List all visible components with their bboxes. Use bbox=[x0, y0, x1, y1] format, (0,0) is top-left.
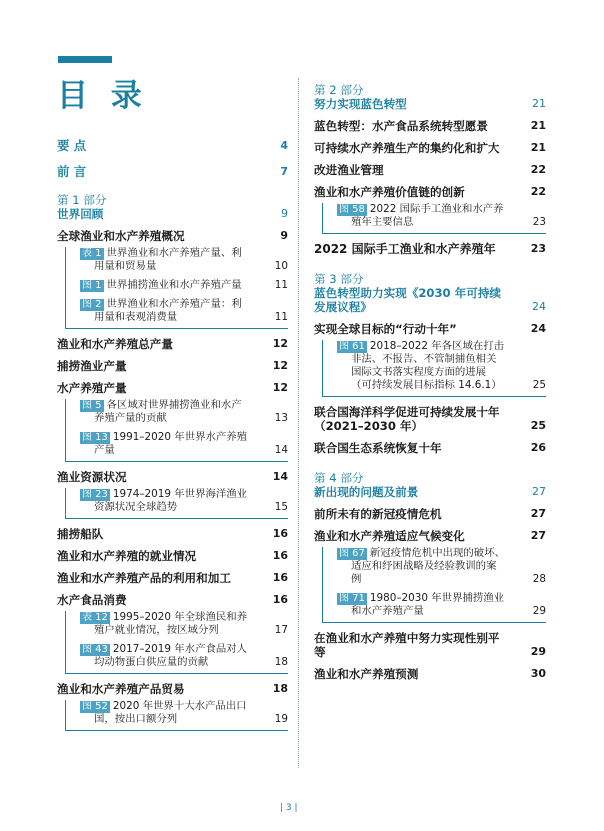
toc-entry-utilization[interactable]: 渔业和水产养殖产品的利用和加工 16 bbox=[57, 571, 288, 585]
toc-part-4[interactable]: 第 4 部分 新出现的问题及前景 27 bbox=[314, 471, 546, 499]
toc-entry-trade[interactable]: 渔业和水产养殖产品贸易 18 bbox=[57, 682, 288, 696]
toc-entry-aquaculture[interactable]: 水产养殖产量 12 bbox=[57, 381, 288, 395]
toc-entry-blue-vision[interactable]: 蓝色转型：水产食品系统转型愿景 21 bbox=[314, 119, 546, 133]
figure-tag: 图 2 bbox=[82, 299, 102, 310]
column-divider bbox=[298, 78, 299, 768]
figure-tag: 图 52 bbox=[82, 701, 108, 712]
toc-entry-value-chain[interactable]: 渔业和水产养殖价值链的创新 22 bbox=[314, 185, 546, 199]
toc-entry-restoration-decade[interactable]: 联合国生态系统恢复十年 26 bbox=[314, 441, 546, 455]
toc-sub-figure58[interactable]: 图 58 2022 国际手工渔业和水产养殖年主要信息 23 bbox=[339, 203, 546, 228]
figure-tag: 图 13 bbox=[82, 432, 108, 443]
toc-subgroup-climate bbox=[322, 547, 546, 623]
toc-subgroup-trade bbox=[65, 700, 288, 731]
toc-sub-figure43[interactable]: 图 43 2017–2019 年水产食品对人均动物蛋白供应量的贡献 18 bbox=[82, 643, 288, 668]
toc-entry-management[interactable]: 改进渔业管理 22 bbox=[314, 163, 546, 177]
toc-subgroup-decade-action bbox=[322, 340, 546, 397]
figure-tag: 图 61 bbox=[339, 341, 365, 352]
toc-entry-decade-action[interactable]: 实现全球目标的“行动十年” 24 bbox=[314, 322, 546, 336]
toc-entry-total-production[interactable]: 渔业和水产养殖总产量 12 bbox=[57, 337, 288, 351]
toc-entry-intensification[interactable]: 可持续水产养殖生产的集约化和扩大 21 bbox=[314, 141, 546, 155]
toc-entry-overview[interactable]: 全球渔业和水产养殖概况 9 bbox=[57, 229, 288, 243]
toc-left-column bbox=[57, 139, 288, 731]
toc-sub-table12[interactable]: 表 12 1995–2020 年全球渔民和养殖户就业情况，按区域分列 17 bbox=[82, 611, 288, 636]
figure-tag: 图 71 bbox=[339, 593, 365, 604]
toc-part-2[interactable]: 第 2 部分 努力实现蓝色转型 21 bbox=[314, 83, 546, 111]
toc-entry-fleet[interactable]: 捕捞船队 16 bbox=[57, 527, 288, 541]
toc-sub-table1[interactable]: 表 1 世界渔业和水产养殖产量、利用量和贸易量 10 bbox=[82, 247, 288, 272]
toc-entry-consumption[interactable]: 水产食品消费 16 bbox=[57, 593, 288, 607]
figure-tag: 图 58 bbox=[339, 204, 365, 215]
toc-entry-yaodian[interactable]: 要 点 4 bbox=[57, 138, 288, 153]
toc-entry-capture[interactable]: 捕捞渔业产量 12 bbox=[57, 359, 288, 373]
toc-sub-figure71[interactable]: 图 71 1980–2030 年世界捕捞渔业和水产养殖产量 29 bbox=[339, 592, 546, 617]
toc-sub-figure2[interactable]: 图 2 世界渔业和水产养殖产量：利用量和表观消费量 11 bbox=[82, 298, 288, 323]
figure-tag: 图 43 bbox=[82, 644, 108, 655]
figure-tag: 图 67 bbox=[339, 548, 365, 559]
toc-entry-gender[interactable]: 在渔业和水产养殖中努力实现性别平等 29 bbox=[314, 631, 546, 659]
toc-entry-projections[interactable]: 渔业和水产养殖预测 30 bbox=[314, 667, 546, 681]
toc-subgroup-value-chain bbox=[322, 203, 546, 234]
toc-subgroup-stocks bbox=[65, 488, 288, 519]
toc-subgroup-consumption bbox=[65, 611, 288, 674]
toc-sub-figure13[interactable]: 图 13 1991–2020 年世界水产养殖产量 14 bbox=[82, 431, 288, 456]
figure-tag: 图 1 bbox=[82, 280, 102, 291]
table-tag: 表 1 bbox=[82, 248, 102, 259]
header-accent-bar bbox=[58, 56, 112, 63]
toc-entry-artisanal-year[interactable]: 2022 国际手工渔业和水产养殖年 23 bbox=[314, 242, 546, 256]
toc-sub-figure23[interactable]: 图 23 1974–2019 年世界海洋渔业资源状况全球趋势 15 bbox=[82, 488, 288, 513]
toc-entry-climate[interactable]: 渔业和水产养殖适应气候变化 27 bbox=[314, 529, 546, 543]
table-tag: 表 12 bbox=[82, 612, 108, 623]
toc-subgroup-aquaculture bbox=[65, 399, 288, 462]
toc-sub-figure52[interactable]: 图 52 2020 年世界十大水产品出口国，按出口额分列 19 bbox=[82, 700, 288, 725]
toc-entry-stocks[interactable]: 渔业资源状况 14 bbox=[57, 470, 288, 484]
toc-entry-ocean-decade[interactable]: 联合国海洋科学促进可持续发展十年（2021–2030 年） 25 bbox=[314, 405, 546, 433]
toc-part-1[interactable]: 第 1 部分 世界回顾 9 bbox=[57, 193, 288, 221]
toc-sub-figure67[interactable]: 图 67 新冠疫情危机中出现的破坏、适应和纾困战略及经验教训的案例 28 bbox=[339, 547, 546, 585]
page-title: 目 录 bbox=[57, 78, 148, 114]
figure-tag: 图 23 bbox=[82, 489, 108, 500]
toc-part-3[interactable]: 第 3 部分 蓝色转型助力实现《2030 年可持续发展议程》 24 bbox=[314, 272, 546, 314]
figure-tag: 图 5 bbox=[82, 400, 102, 411]
toc-sub-figure61[interactable]: 图 61 2018–2022 年各区域在打击非法、不报告、不管制捕鱼相关国际文书落实程度方面的进展（可持续发展目标指标 14.6.1） 25 bbox=[339, 340, 546, 391]
toc-sub-figure1[interactable]: 图 1 世界捕捞渔业和水产养殖产量 11 bbox=[82, 279, 288, 291]
page-number: | 3 | bbox=[280, 803, 298, 813]
toc-subgroup-overview bbox=[65, 247, 288, 329]
toc-right-column bbox=[314, 83, 546, 681]
toc-entry-qianyan[interactable]: 前 言 7 bbox=[57, 164, 288, 179]
toc-sub-figure5[interactable]: 图 5 各区域对世界捕捞渔业和水产养殖产量的贡献 13 bbox=[82, 399, 288, 424]
toc-entry-employment[interactable]: 渔业和水产养殖的就业情况 16 bbox=[57, 549, 288, 563]
toc-entry-covid[interactable]: 前所未有的新冠疫情危机 27 bbox=[314, 507, 546, 521]
